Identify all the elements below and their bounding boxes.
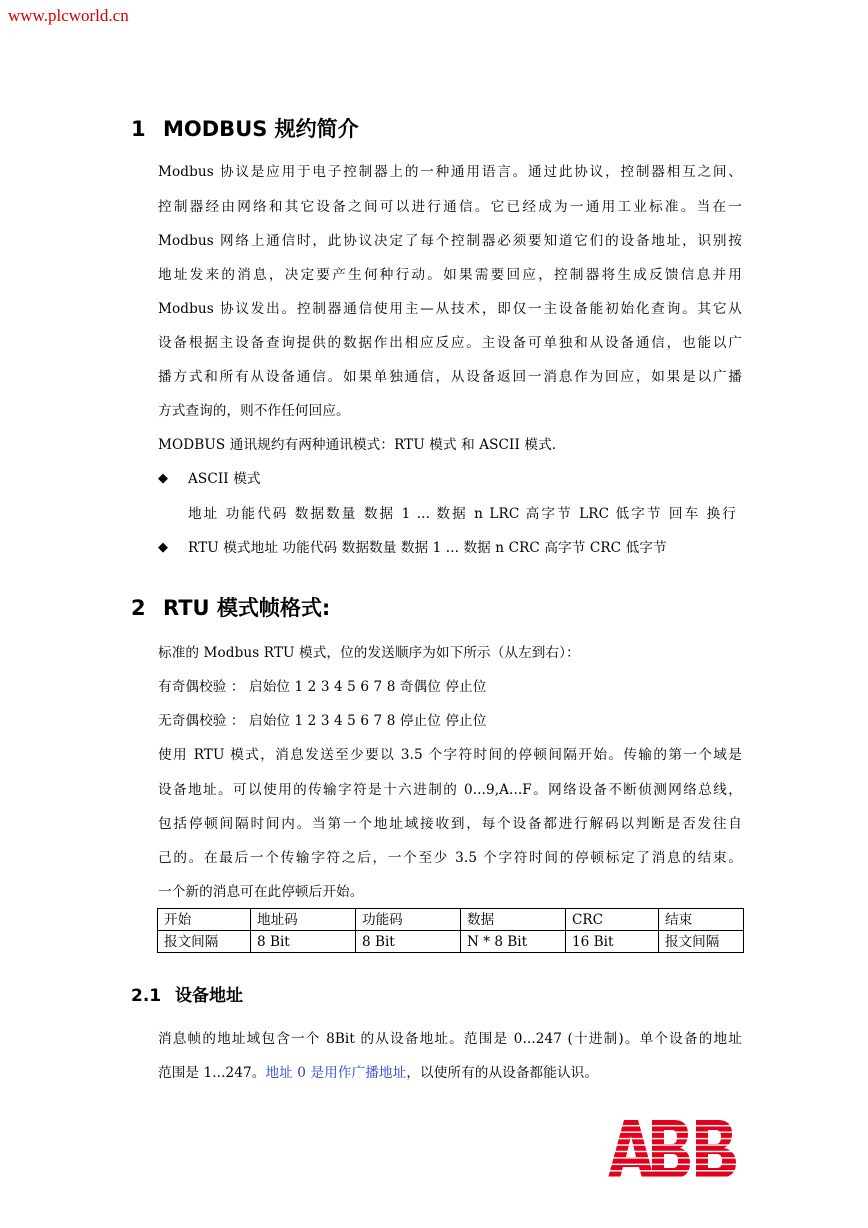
- s2-para-line-1: 使用 RTU 模式，消息发送至少要以 3.5 个字符时间的停顿间隔开始。传输的第一个域是: [158, 747, 742, 763]
- s2-1-line-2: [158, 1063, 742, 1083]
- table-cell: 8 Bit: [356, 931, 461, 953]
- modes-line: MODBUS 通讯规约有两种通讯模式：RTU 模式 和 ASCII 模式.: [158, 437, 557, 453]
- table-row: [158, 931, 744, 953]
- s2-1-line-1: 消息帧的地址域包含一个 8Bit 的从设备地址。范围是 0...247 (十进制)。单个设备的地址: [158, 1031, 742, 1047]
- section-title: 设备地址: [175, 986, 243, 1006]
- section-2-1-heading: [131, 986, 243, 1006]
- table-cell: 开始: [158, 909, 251, 931]
- table-cell: 16 Bit: [566, 931, 659, 953]
- s1-para-line-7: 播方式和所有从设备通信。如果单独通信，从设备返回一消息作为回应，如果是以广播: [158, 369, 742, 385]
- text-segment: ，以使所有的从设备都能认识。: [406, 1065, 599, 1081]
- table-cell: 报文间隔: [158, 931, 251, 953]
- s1-para-line-1: Modbus 协议是应用于电子控制器上的一种通用语言。通过此协议，控制器相互之间、: [158, 164, 742, 180]
- s1-para-line-4: 地址发来的消息，决定要产生何种行动。如果需要回应，控制器将生成反馈信息并用: [158, 267, 742, 283]
- table-cell: 数据: [461, 909, 566, 931]
- table-cell: CRC: [566, 909, 659, 931]
- table-cell: 结束: [659, 909, 744, 931]
- s2-para-line-4: 己的。在最后一个传输字符之后，一个至少 3.5 个字符时间的停顿标定了消息的结束。: [158, 850, 742, 866]
- s1-para-line-6: 设备根据主设备查询提供的数据作出相应反应。主设备可单独和从设备通信，也能以广: [158, 335, 742, 351]
- s2-para-line-2: 设备地址。可以使用的传输字符是十六进制的 0...9,A...F。网络设备不断侦测网络总线，: [158, 782, 742, 798]
- section-2-heading: [131, 596, 330, 620]
- s1-para-line-8: 方式查询的，则不作任何回应。: [158, 403, 350, 419]
- s2-para-line-5: 一个新的消息可在此停顿后开始。: [158, 884, 364, 900]
- site-url[interactable]: www.plcworld.cn: [8, 6, 129, 25]
- section-number: 2.1: [131, 986, 162, 1006]
- section-title: RTU 模式帧格式:: [163, 596, 331, 620]
- s1-para-line-5: Modbus 协议发出。控制器通信使用主—从技术，即仅一主设备能初始化查询。其它从: [158, 301, 742, 317]
- broadcast-address-highlight: 地址 0 是用作广播地址: [265, 1065, 407, 1081]
- table-cell: 8 Bit: [251, 931, 356, 953]
- section-title: MODBUS 规约简介: [163, 117, 359, 141]
- bullet-diamond-icon: ◆: [158, 540, 168, 555]
- table-header-row: [158, 909, 744, 931]
- parity-line: 有奇偶校验 ： 启始位 1 2 3 4 5 6 7 8 奇偶位 停止位: [158, 679, 487, 695]
- bullet-diamond-icon: ◆: [158, 471, 168, 486]
- table-cell: 报文间隔: [659, 931, 744, 953]
- s2-para-line-3: 包括停顿间隔时间内。当第一个地址域接收到，每个设备都进行解码以判断是否发往自: [158, 816, 742, 832]
- ascii-mode-bullet: ASCII 模式: [188, 471, 261, 487]
- section-number: 2: [131, 596, 146, 620]
- table-cell: N * 8 Bit: [461, 931, 566, 953]
- table-cell: 功能码: [356, 909, 461, 931]
- rtu-intro: 标准的 Modbus RTU 模式，位的发送顺序为如下所示（从左到右）：: [158, 645, 580, 661]
- section-1-heading: [131, 117, 359, 141]
- s1-para-line-3: Modbus 网络上通信时，此协议决定了每个控制器必须要知道它们的设备地址，识别按: [158, 233, 742, 249]
- rtu-frame-table: [157, 908, 744, 953]
- section-number: 1: [131, 117, 146, 141]
- rtu-mode-bullet: RTU 模式地址 功能代码 数据数量 数据 1 ... 数据 n CRC 高字节 CRC 低字节: [188, 540, 667, 556]
- abb-logo: [608, 1120, 738, 1178]
- table-cell: 地址码: [251, 909, 356, 931]
- text-segment: 范围是 1...247。: [158, 1065, 266, 1081]
- no-parity-line: 无奇偶校验 ： 启始位 1 2 3 4 5 6 7 8 停止位 停止位: [158, 713, 487, 729]
- s1-para-line-2: 控制器经由网络和其它设备之间可以进行通信。它已经成为一通用工业标准。当在一: [158, 199, 742, 215]
- ascii-frame-fields: 地址 功能代码 数据数量 数据 1 ... 数据 n LRC 高字节 LRC 低字节 回车 换行: [188, 506, 736, 522]
